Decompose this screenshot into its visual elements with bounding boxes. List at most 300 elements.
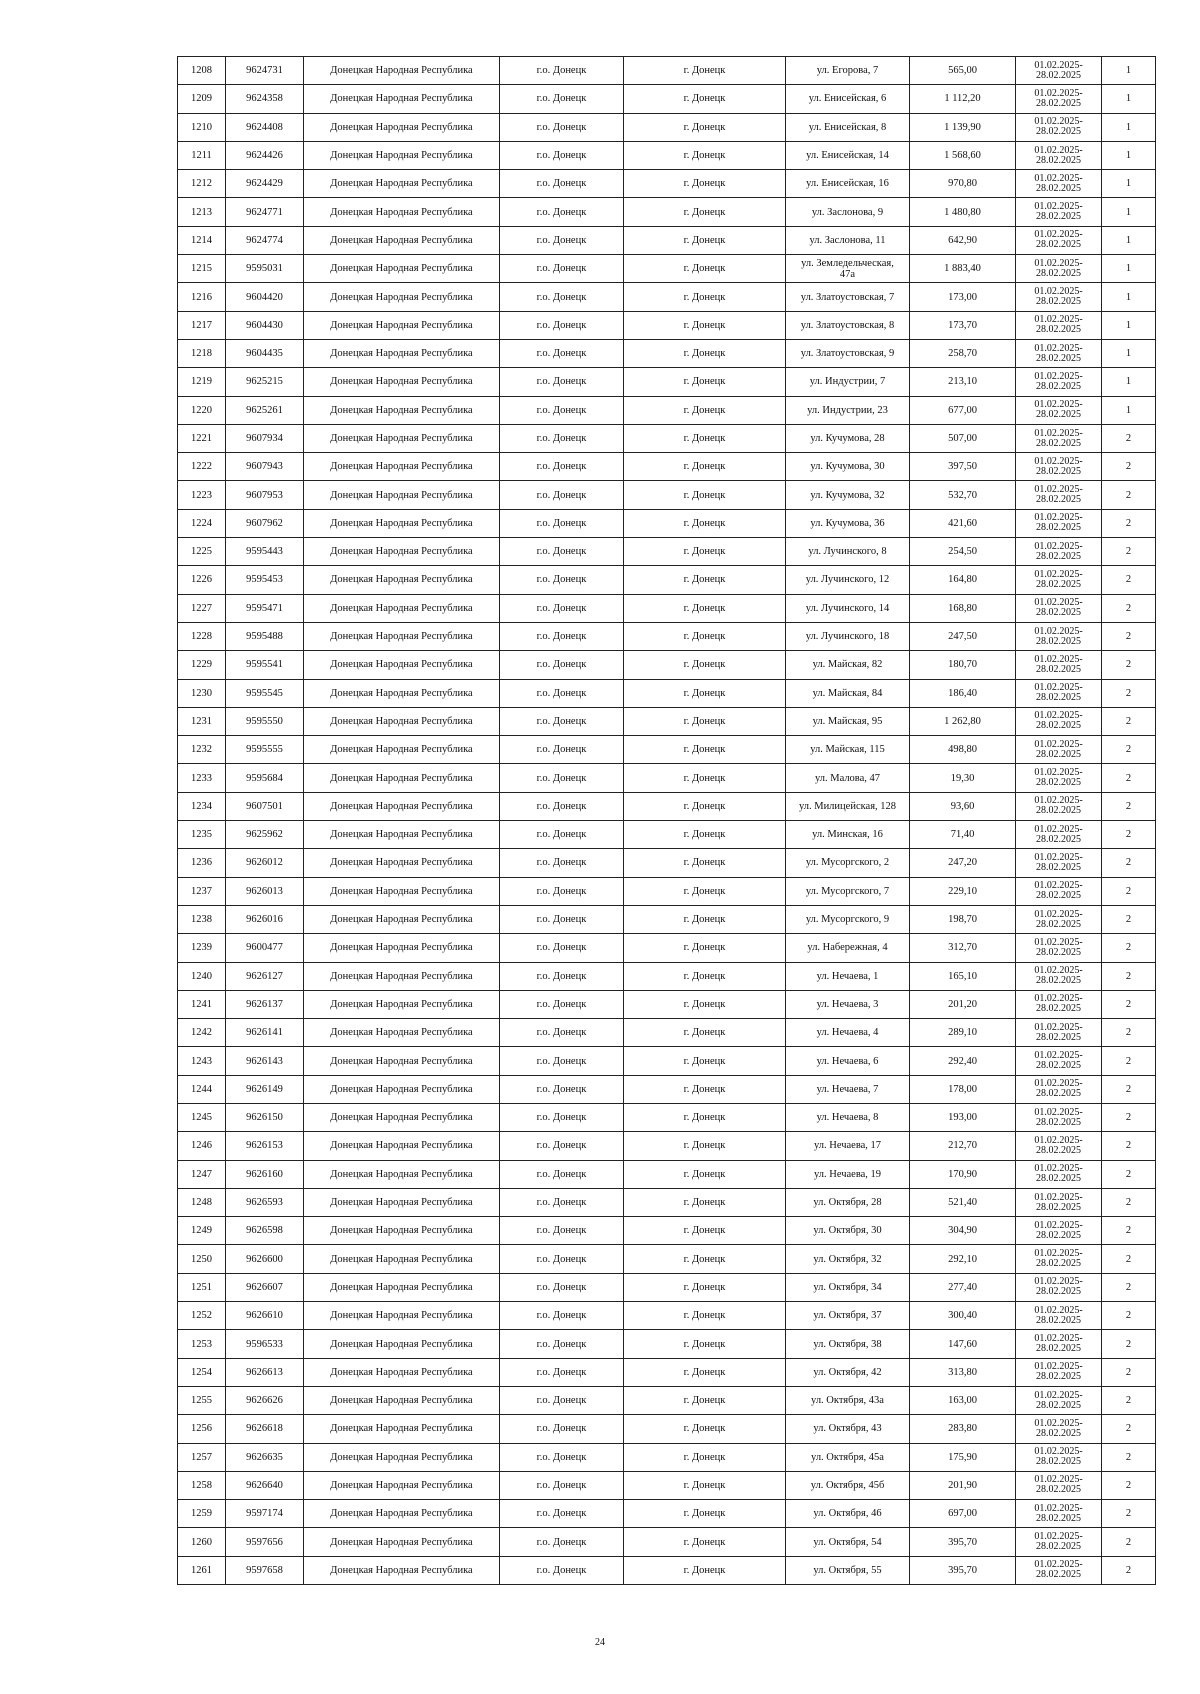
city-cell: г. Донецк <box>624 1386 786 1414</box>
address-cell: ул. Земледельческая, 47а <box>786 255 910 283</box>
row-number-cell: 1258 <box>178 1471 226 1499</box>
region-cell: Донецкая Народная Республика <box>304 368 500 396</box>
cadastral-id-cell: 9626593 <box>226 1188 304 1216</box>
city-cell: г. Донецк <box>624 707 786 735</box>
city-cell: г. Донецк <box>624 1075 786 1103</box>
municipal-district-cell: г.о. Донецк <box>500 1075 624 1103</box>
table-body <box>178 57 1156 1585</box>
area-cell: 247,50 <box>910 622 1016 650</box>
region-cell: Донецкая Народная Республика <box>304 1471 500 1499</box>
address-cell: ул. Октября, 43 <box>786 1415 910 1443</box>
category-cell: 2 <box>1102 1245 1156 1273</box>
municipal-district-cell: г.о. Донецк <box>500 538 624 566</box>
row-number-cell: 1249 <box>178 1217 226 1245</box>
city-cell: г. Донецк <box>624 990 786 1018</box>
region-cell: Донецкая Народная Республика <box>304 424 500 452</box>
region-cell: Донецкая Народная Республика <box>304 283 500 311</box>
row-number-cell: 1237 <box>178 877 226 905</box>
region-cell: Донецкая Народная Республика <box>304 481 500 509</box>
city-cell: г. Донецк <box>624 453 786 481</box>
row-number-cell: 1245 <box>178 1103 226 1131</box>
municipal-district-cell: г.о. Донецк <box>500 368 624 396</box>
area-cell: 201,90 <box>910 1471 1016 1499</box>
area-cell: 313,80 <box>910 1358 1016 1386</box>
table-row <box>178 594 1156 622</box>
city-cell: г. Донецк <box>624 736 786 764</box>
region-cell: Донецкая Народная Республика <box>304 141 500 169</box>
period-cell: 01.02.2025- 28.02.2025 <box>1016 1500 1102 1528</box>
table-row <box>178 736 1156 764</box>
cadastral-id-cell: 9595550 <box>226 707 304 735</box>
category-cell: 2 <box>1102 1075 1156 1103</box>
municipal-district-cell: г.о. Донецк <box>500 57 624 85</box>
cadastral-id-cell: 9626635 <box>226 1443 304 1471</box>
category-cell: 1 <box>1102 198 1156 226</box>
region-cell: Донецкая Народная Республика <box>304 764 500 792</box>
area-cell: 283,80 <box>910 1415 1016 1443</box>
table-row <box>178 1047 1156 1075</box>
row-number-cell: 1244 <box>178 1075 226 1103</box>
address-cell: ул. Нечаева, 17 <box>786 1132 910 1160</box>
row-number-cell: 1243 <box>178 1047 226 1075</box>
municipal-district-cell: г.о. Донецк <box>500 255 624 283</box>
category-cell: 2 <box>1102 1443 1156 1471</box>
region-cell: Донецкая Народная Республика <box>304 170 500 198</box>
cadastral-id-cell: 9607943 <box>226 453 304 481</box>
cadastral-id-cell: 9626640 <box>226 1471 304 1499</box>
address-cell: ул. Октября, 46 <box>786 1500 910 1528</box>
period-cell: 01.02.2025- 28.02.2025 <box>1016 311 1102 339</box>
table-row <box>178 1132 1156 1160</box>
municipal-district-cell: г.о. Донецк <box>500 1528 624 1556</box>
category-cell: 2 <box>1102 1132 1156 1160</box>
municipal-district-cell: г.о. Донецк <box>500 1103 624 1131</box>
address-cell: ул. Нечаева, 3 <box>786 990 910 1018</box>
category-cell: 2 <box>1102 622 1156 650</box>
area-cell: 677,00 <box>910 396 1016 424</box>
cadastral-id-cell: 9604435 <box>226 339 304 367</box>
table-row <box>178 1075 1156 1103</box>
region-cell: Донецкая Народная Республика <box>304 594 500 622</box>
city-cell: г. Донецк <box>624 679 786 707</box>
row-number-cell: 1229 <box>178 651 226 679</box>
municipal-district-cell: г.о. Донецк <box>500 481 624 509</box>
period-cell: 01.02.2025- 28.02.2025 <box>1016 538 1102 566</box>
area-cell: 168,80 <box>910 594 1016 622</box>
cadastral-id-cell: 9626618 <box>226 1415 304 1443</box>
period-cell: 01.02.2025- 28.02.2025 <box>1016 707 1102 735</box>
city-cell: г. Донецк <box>624 905 786 933</box>
category-cell: 2 <box>1102 1415 1156 1443</box>
address-cell: ул. Нечаева, 8 <box>786 1103 910 1131</box>
row-number-cell: 1233 <box>178 764 226 792</box>
row-number-cell: 1228 <box>178 622 226 650</box>
address-cell: ул. Мусоргского, 2 <box>786 849 910 877</box>
municipal-district-cell: г.о. Донецк <box>500 1047 624 1075</box>
address-cell: ул. Нечаева, 6 <box>786 1047 910 1075</box>
period-cell: 01.02.2025- 28.02.2025 <box>1016 57 1102 85</box>
row-number-cell: 1230 <box>178 679 226 707</box>
area-cell: 1 112,20 <box>910 85 1016 113</box>
row-number-cell: 1251 <box>178 1273 226 1301</box>
period-cell: 01.02.2025- 28.02.2025 <box>1016 1019 1102 1047</box>
address-cell: ул. Октября, 30 <box>786 1217 910 1245</box>
row-number-cell: 1247 <box>178 1160 226 1188</box>
row-number-cell: 1222 <box>178 453 226 481</box>
cadastral-id-cell: 9595488 <box>226 622 304 650</box>
city-cell: г. Донецк <box>624 962 786 990</box>
city-cell: г. Донецк <box>624 877 786 905</box>
area-cell: 173,70 <box>910 311 1016 339</box>
address-cell: ул. Майская, 84 <box>786 679 910 707</box>
area-cell: 147,60 <box>910 1330 1016 1358</box>
cadastral-id-cell: 9626600 <box>226 1245 304 1273</box>
municipal-district-cell: г.о. Донецк <box>500 962 624 990</box>
area-cell: 170,90 <box>910 1160 1016 1188</box>
city-cell: г. Донецк <box>624 198 786 226</box>
cadastral-id-cell: 9626016 <box>226 905 304 933</box>
region-cell: Донецкая Народная Республика <box>304 113 500 141</box>
municipal-district-cell: г.о. Донецк <box>500 1415 624 1443</box>
category-cell: 1 <box>1102 170 1156 198</box>
city-cell: г. Донецк <box>624 141 786 169</box>
city-cell: г. Донецк <box>624 339 786 367</box>
region-cell: Донецкая Народная Республика <box>304 1302 500 1330</box>
row-number-cell: 1213 <box>178 198 226 226</box>
address-cell: ул. Нечаева, 4 <box>786 1019 910 1047</box>
city-cell: г. Донецк <box>624 424 786 452</box>
cadastral-id-cell: 9626127 <box>226 962 304 990</box>
municipal-district-cell: г.о. Донецк <box>500 651 624 679</box>
cadastral-id-cell: 9596533 <box>226 1330 304 1358</box>
period-cell: 01.02.2025- 28.02.2025 <box>1016 1075 1102 1103</box>
category-cell: 2 <box>1102 1188 1156 1216</box>
category-cell: 1 <box>1102 283 1156 311</box>
area-cell: 397,50 <box>910 453 1016 481</box>
region-cell: Донецкая Народная Республика <box>304 934 500 962</box>
row-number-cell: 1256 <box>178 1415 226 1443</box>
municipal-district-cell: г.о. Донецк <box>500 1188 624 1216</box>
region-cell: Донецкая Народная Республика <box>304 792 500 820</box>
cadastral-id-cell: 9626012 <box>226 849 304 877</box>
period-cell: 01.02.2025- 28.02.2025 <box>1016 764 1102 792</box>
area-cell: 292,40 <box>910 1047 1016 1075</box>
table-row <box>178 821 1156 849</box>
region-cell: Донецкая Народная Республика <box>304 707 500 735</box>
row-number-cell: 1240 <box>178 962 226 990</box>
table-row <box>178 905 1156 933</box>
table-row <box>178 1273 1156 1301</box>
region-cell: Донецкая Народная Республика <box>304 57 500 85</box>
address-cell: ул. Октября, 43а <box>786 1386 910 1414</box>
area-cell: 1 883,40 <box>910 255 1016 283</box>
category-cell: 2 <box>1102 934 1156 962</box>
period-cell: 01.02.2025- 28.02.2025 <box>1016 594 1102 622</box>
period-cell: 01.02.2025- 28.02.2025 <box>1016 1471 1102 1499</box>
category-cell: 2 <box>1102 764 1156 792</box>
city-cell: г. Донецк <box>624 255 786 283</box>
address-cell: ул. Енисейская, 16 <box>786 170 910 198</box>
period-cell: 01.02.2025- 28.02.2025 <box>1016 934 1102 962</box>
municipal-district-cell: г.о. Донецк <box>500 339 624 367</box>
table-row <box>178 85 1156 113</box>
category-cell: 2 <box>1102 1528 1156 1556</box>
city-cell: г. Донецк <box>624 821 786 849</box>
municipal-district-cell: г.о. Донецк <box>500 707 624 735</box>
table-row <box>178 1217 1156 1245</box>
region-cell: Донецкая Народная Республика <box>304 311 500 339</box>
row-number-cell: 1253 <box>178 1330 226 1358</box>
row-number-cell: 1225 <box>178 538 226 566</box>
period-cell: 01.02.2025- 28.02.2025 <box>1016 679 1102 707</box>
table-row <box>178 622 1156 650</box>
address-cell: ул. Златоустовская, 8 <box>786 311 910 339</box>
row-number-cell: 1252 <box>178 1302 226 1330</box>
row-number-cell: 1250 <box>178 1245 226 1273</box>
period-cell: 01.02.2025- 28.02.2025 <box>1016 226 1102 254</box>
table-row <box>178 170 1156 198</box>
cadastral-id-cell: 9597658 <box>226 1556 304 1584</box>
address-cell: ул. Златоустовская, 7 <box>786 283 910 311</box>
row-number-cell: 1218 <box>178 339 226 367</box>
area-cell: 258,70 <box>910 339 1016 367</box>
category-cell: 2 <box>1102 1500 1156 1528</box>
city-cell: г. Донецк <box>624 538 786 566</box>
category-cell: 1 <box>1102 226 1156 254</box>
table-row <box>178 226 1156 254</box>
category-cell: 1 <box>1102 85 1156 113</box>
cadastral-id-cell: 9624731 <box>226 57 304 85</box>
area-cell: 229,10 <box>910 877 1016 905</box>
table-row <box>178 198 1156 226</box>
region-cell: Донецкая Народная Республика <box>304 226 500 254</box>
cadastral-id-cell: 9624429 <box>226 170 304 198</box>
category-cell: 1 <box>1102 339 1156 367</box>
area-cell: 213,10 <box>910 368 1016 396</box>
address-cell: ул. Минская, 16 <box>786 821 910 849</box>
municipal-district-cell: г.о. Донецк <box>500 905 624 933</box>
area-cell: 180,70 <box>910 651 1016 679</box>
row-number-cell: 1232 <box>178 736 226 764</box>
table-row <box>178 934 1156 962</box>
row-number-cell: 1217 <box>178 311 226 339</box>
region-cell: Донецкая Народная Республика <box>304 1103 500 1131</box>
cadastral-id-cell: 9595684 <box>226 764 304 792</box>
row-number-cell: 1257 <box>178 1443 226 1471</box>
table-row <box>178 283 1156 311</box>
cadastral-id-cell: 9626141 <box>226 1019 304 1047</box>
municipal-district-cell: г.о. Донецк <box>500 1471 624 1499</box>
cadastral-id-cell: 9607962 <box>226 509 304 537</box>
municipal-district-cell: г.о. Донецк <box>500 509 624 537</box>
area-cell: 173,00 <box>910 283 1016 311</box>
address-cell: ул. Кучумова, 30 <box>786 453 910 481</box>
municipal-district-cell: г.о. Донецк <box>500 1019 624 1047</box>
municipal-district-cell: г.о. Донецк <box>500 736 624 764</box>
address-cell: ул. Октября, 28 <box>786 1188 910 1216</box>
cadastral-id-cell: 9624771 <box>226 198 304 226</box>
row-number-cell: 1226 <box>178 566 226 594</box>
cadastral-id-cell: 9604430 <box>226 311 304 339</box>
cadastral-id-cell: 9600477 <box>226 934 304 962</box>
cadastral-id-cell: 9626143 <box>226 1047 304 1075</box>
address-cell: ул. Майская, 82 <box>786 651 910 679</box>
address-cell: ул. Октября, 45б <box>786 1471 910 1499</box>
area-cell: 71,40 <box>910 821 1016 849</box>
city-cell: г. Донецк <box>624 1415 786 1443</box>
period-cell: 01.02.2025- 28.02.2025 <box>1016 424 1102 452</box>
region-cell: Донецкая Народная Республика <box>304 255 500 283</box>
region-cell: Донецкая Народная Республика <box>304 1188 500 1216</box>
city-cell: г. Донецк <box>624 792 786 820</box>
row-number-cell: 1219 <box>178 368 226 396</box>
row-number-cell: 1261 <box>178 1556 226 1584</box>
region-cell: Донецкая Народная Республика <box>304 736 500 764</box>
region-cell: Донецкая Народная Республика <box>304 651 500 679</box>
city-cell: г. Донецк <box>624 1019 786 1047</box>
area-cell: 507,00 <box>910 424 1016 452</box>
period-cell: 01.02.2025- 28.02.2025 <box>1016 622 1102 650</box>
address-cell: ул. Кучумова, 28 <box>786 424 910 452</box>
category-cell: 2 <box>1102 877 1156 905</box>
region-cell: Донецкая Народная Республика <box>304 1528 500 1556</box>
area-cell: 498,80 <box>910 736 1016 764</box>
municipal-district-cell: г.о. Донецк <box>500 877 624 905</box>
period-cell: 01.02.2025- 28.02.2025 <box>1016 368 1102 396</box>
address-cell: ул. Майская, 95 <box>786 707 910 735</box>
city-cell: г. Донецк <box>624 1047 786 1075</box>
cadastral-id-cell: 9626598 <box>226 1217 304 1245</box>
region-cell: Донецкая Народная Республика <box>304 1245 500 1273</box>
category-cell: 2 <box>1102 821 1156 849</box>
category-cell: 2 <box>1102 453 1156 481</box>
period-cell: 01.02.2025- 28.02.2025 <box>1016 283 1102 311</box>
city-cell: г. Донецк <box>624 85 786 113</box>
cadastral-id-cell: 9626149 <box>226 1075 304 1103</box>
municipal-district-cell: г.о. Донецк <box>500 990 624 1018</box>
row-number-cell: 1227 <box>178 594 226 622</box>
table-row <box>178 368 1156 396</box>
table-row <box>178 424 1156 452</box>
address-cell: ул. Енисейская, 14 <box>786 141 910 169</box>
row-number-cell: 1255 <box>178 1386 226 1414</box>
category-cell: 2 <box>1102 1019 1156 1047</box>
cadastral-id-cell: 9624408 <box>226 113 304 141</box>
row-number-cell: 1235 <box>178 821 226 849</box>
row-number-cell: 1209 <box>178 85 226 113</box>
city-cell: г. Донецк <box>624 594 786 622</box>
cadastral-id-cell: 9597174 <box>226 1500 304 1528</box>
area-cell: 165,10 <box>910 962 1016 990</box>
area-cell: 532,70 <box>910 481 1016 509</box>
cadastral-id-cell: 9626610 <box>226 1302 304 1330</box>
city-cell: г. Донецк <box>624 509 786 537</box>
category-cell: 2 <box>1102 1103 1156 1131</box>
city-cell: г. Донецк <box>624 368 786 396</box>
city-cell: г. Донецк <box>624 1160 786 1188</box>
region-cell: Донецкая Народная Республика <box>304 622 500 650</box>
cadastral-id-cell: 9595555 <box>226 736 304 764</box>
category-cell: 1 <box>1102 368 1156 396</box>
row-number-cell: 1211 <box>178 141 226 169</box>
table-row <box>178 1358 1156 1386</box>
table-row <box>178 339 1156 367</box>
city-cell: г. Донецк <box>624 849 786 877</box>
address-cell: ул. Лучинского, 8 <box>786 538 910 566</box>
city-cell: г. Донецк <box>624 1528 786 1556</box>
cadastral-id-cell: 9626613 <box>226 1358 304 1386</box>
table-row <box>178 962 1156 990</box>
category-cell: 2 <box>1102 1302 1156 1330</box>
period-cell: 01.02.2025- 28.02.2025 <box>1016 85 1102 113</box>
municipal-district-cell: г.о. Донецк <box>500 1386 624 1414</box>
period-cell: 01.02.2025- 28.02.2025 <box>1016 1386 1102 1414</box>
address-cell: ул. Октября, 32 <box>786 1245 910 1273</box>
region-cell: Донецкая Народная Республика <box>304 990 500 1018</box>
page-number: 24 <box>595 1637 605 1648</box>
category-cell: 2 <box>1102 1556 1156 1584</box>
region-cell: Донецкая Народная Республика <box>304 1019 500 1047</box>
table-row <box>178 707 1156 735</box>
row-number-cell: 1239 <box>178 934 226 962</box>
municipal-district-cell: г.о. Донецк <box>500 1273 624 1301</box>
municipal-district-cell: г.о. Донецк <box>500 1556 624 1584</box>
table-row <box>178 538 1156 566</box>
city-cell: г. Донецк <box>624 113 786 141</box>
region-cell: Донецкая Народная Республика <box>304 509 500 537</box>
row-number-cell: 1224 <box>178 509 226 537</box>
region-cell: Донецкая Народная Республика <box>304 1075 500 1103</box>
period-cell: 01.02.2025- 28.02.2025 <box>1016 1103 1102 1131</box>
row-number-cell: 1254 <box>178 1358 226 1386</box>
municipal-district-cell: г.о. Донецк <box>500 198 624 226</box>
city-cell: г. Донецк <box>624 651 786 679</box>
address-cell: ул. Енисейская, 8 <box>786 113 910 141</box>
region-cell: Донецкая Народная Республика <box>304 396 500 424</box>
table-row <box>178 1160 1156 1188</box>
region-cell: Донецкая Народная Республика <box>304 1273 500 1301</box>
area-cell: 697,00 <box>910 1500 1016 1528</box>
period-cell: 01.02.2025- 28.02.2025 <box>1016 1528 1102 1556</box>
region-cell: Донецкая Народная Республика <box>304 849 500 877</box>
address-cell: ул. Мусоргского, 9 <box>786 905 910 933</box>
city-cell: г. Донецк <box>624 311 786 339</box>
city-cell: г. Донецк <box>624 1217 786 1245</box>
municipal-district-cell: г.о. Донецк <box>500 226 624 254</box>
address-cell: ул. Лучинского, 14 <box>786 594 910 622</box>
address-cell: ул. Заслонова, 9 <box>786 198 910 226</box>
table-row <box>178 877 1156 905</box>
area-cell: 175,90 <box>910 1443 1016 1471</box>
area-cell: 289,10 <box>910 1019 1016 1047</box>
period-cell: 01.02.2025- 28.02.2025 <box>1016 339 1102 367</box>
cadastral-id-cell: 9595453 <box>226 566 304 594</box>
city-cell: г. Донецк <box>624 764 786 792</box>
table-row <box>178 764 1156 792</box>
category-cell: 2 <box>1102 1217 1156 1245</box>
region-cell: Донецкая Народная Республика <box>304 1386 500 1414</box>
address-cell: ул. Златоустовская, 9 <box>786 339 910 367</box>
row-number-cell: 1259 <box>178 1500 226 1528</box>
category-cell: 2 <box>1102 1330 1156 1358</box>
area-cell: 565,00 <box>910 57 1016 85</box>
table-row <box>178 113 1156 141</box>
period-cell: 01.02.2025- 28.02.2025 <box>1016 170 1102 198</box>
municipal-district-cell: г.о. Донецк <box>500 1217 624 1245</box>
row-number-cell: 1246 <box>178 1132 226 1160</box>
period-cell: 01.02.2025- 28.02.2025 <box>1016 736 1102 764</box>
address-cell: ул. Егорова, 7 <box>786 57 910 85</box>
